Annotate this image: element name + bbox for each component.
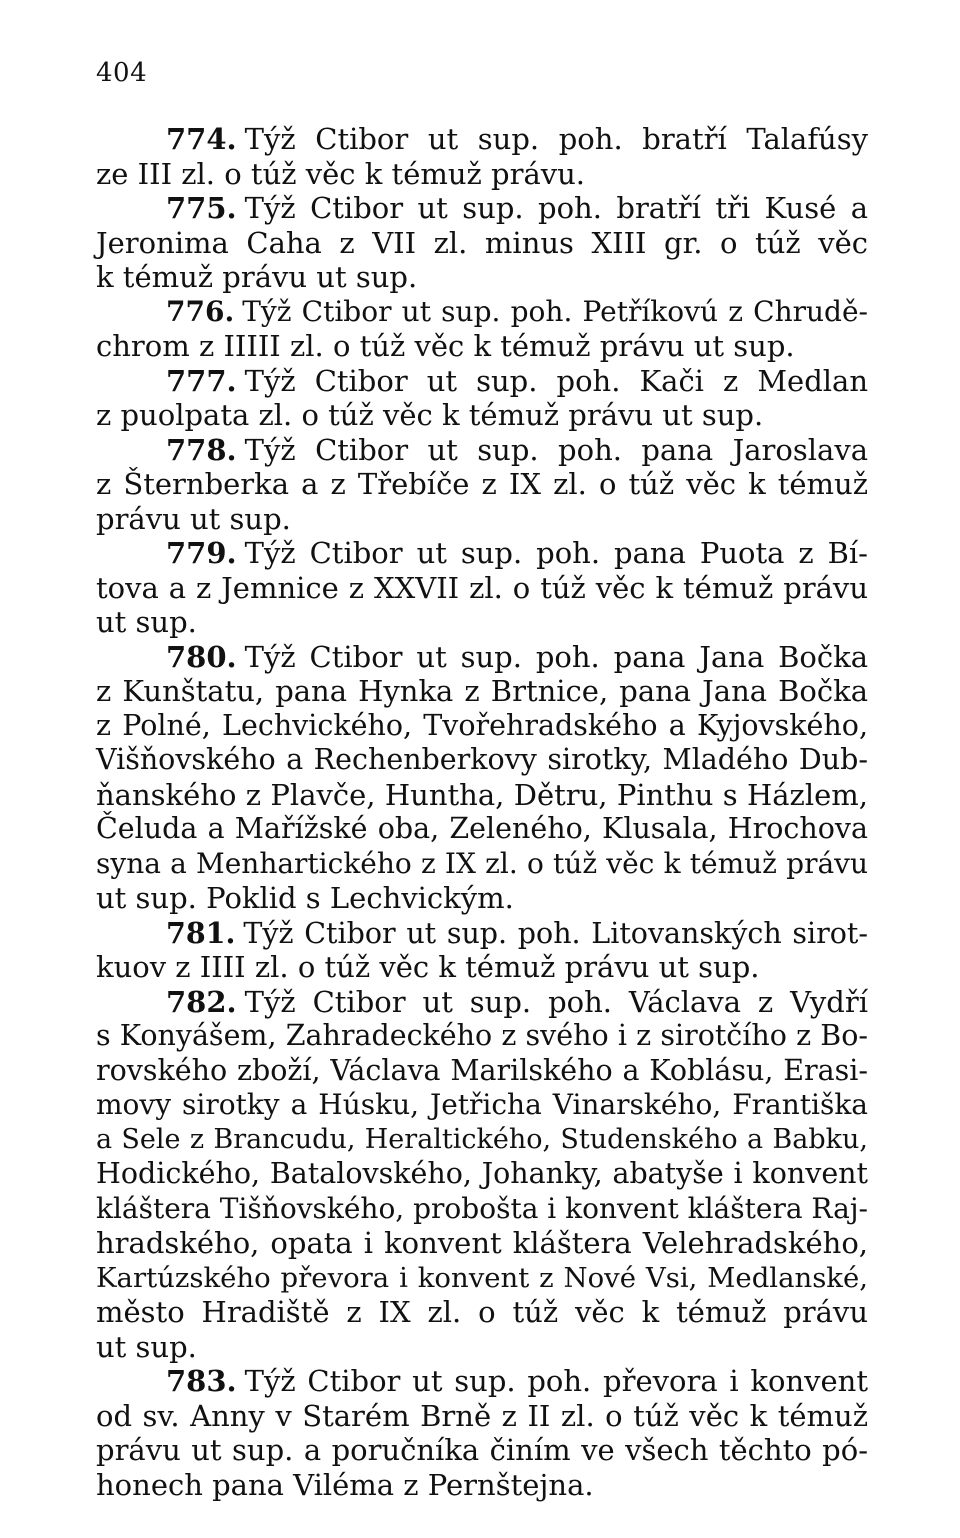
line-text: movy sirotky a Húsku, Jetřicha Vinarského, Františka <box>96 1088 868 1121</box>
line-text: kláštera Tišňovského, probošta i konvent kláštera Raj- <box>96 1191 868 1225</box>
line-text: z Polné, Lechvického, Tvořehradského a Kyjovského, <box>96 708 868 742</box>
text-line <box>96 985 868 1020</box>
text-line <box>96 260 868 295</box>
text-line <box>96 1330 868 1365</box>
line-text: z Šternberka a z Třebíče z IX zl. o túž věc k témuž <box>96 467 868 501</box>
line-text: Jeronima Caha z VII zl. minus XIII gr. o túž věc <box>96 225 868 260</box>
line-text: Týž Ctibor ut sup. poh. Kači z Medlan <box>244 363 868 398</box>
text-body <box>96 122 868 1502</box>
text-line <box>96 881 868 916</box>
text-line <box>96 364 868 399</box>
line-text: právu ut sup. <box>96 501 291 536</box>
text-line <box>96 1433 868 1468</box>
text-line <box>96 157 868 192</box>
line-text: Týž Ctibor ut sup. poh. bratří tři Kusé a <box>244 191 868 225</box>
line-text: ňanského z Plavče, Huntha, Dětru, Pinthu s Házlem, <box>96 777 868 812</box>
entry-number: 775. <box>166 191 237 225</box>
line-text: Týž Ctibor ut sup. poh. bratří Talafúsy <box>244 122 868 156</box>
text-line <box>96 502 868 537</box>
text-line <box>96 1088 868 1123</box>
page-number: 404 <box>96 58 148 88</box>
text-line <box>96 950 868 985</box>
text-line <box>96 1192 868 1227</box>
line-text: Týž Ctibor ut sup. poh. pana Jaroslava <box>244 432 868 467</box>
text-line <box>96 295 868 330</box>
entry-number: 778. <box>166 432 237 467</box>
line-text: ut sup. <box>96 1329 197 1364</box>
text-line <box>96 605 868 640</box>
entry-number: 783. <box>166 1364 237 1398</box>
line-text: Týž Ctibor ut sup. poh. převora i konvent <box>244 1364 868 1398</box>
text-line <box>96 191 868 226</box>
line-text: chrom z IIIII zl. o túž věc k témuž právu ut sup. <box>96 329 795 363</box>
line-text: kuov z IIII zl. o túž věc k témuž právu ut sup. <box>96 950 760 984</box>
text-line <box>96 709 868 744</box>
line-text: Višňovského a Rechenberkovy sirotky, Mladého Dub- <box>96 743 868 776</box>
entry-number: 776. <box>166 294 235 328</box>
text-line <box>96 1364 868 1399</box>
line-text: z puolpata zl. o túž věc k témuž právu ut sup. <box>96 398 764 432</box>
text-line <box>96 640 868 675</box>
line-text: honech pana Viléma z Pernštejna. <box>96 1467 594 1502</box>
line-text: Týž Ctibor ut sup. poh. Litovanských sirot- <box>243 916 868 950</box>
text-line <box>96 847 868 882</box>
line-text: s Konyášem, Zahradeckého z svého i z sirotčího z Bo- <box>96 1019 868 1052</box>
line-text: Týž Ctibor ut sup. poh. pana Jana Bočka <box>244 639 868 674</box>
text-line <box>96 433 868 468</box>
text-line <box>96 329 868 364</box>
text-line <box>96 571 868 606</box>
line-text: hradského, opata i konvent kláštera Velehradského, <box>96 1226 868 1260</box>
text-line <box>96 916 868 951</box>
line-text: ze III zl. o túž věc k témuž právu. <box>96 156 586 191</box>
entry-number: 781. <box>166 915 236 950</box>
text-line <box>96 1399 868 1434</box>
entry-number: 782. <box>166 984 237 1019</box>
line-text: Čeluda a Mařížské oba, Zeleného, Klusala, Hrochova <box>96 812 868 845</box>
text-line <box>96 536 868 571</box>
line-text: Týž Ctibor ut sup. poh. Václava z Vydří <box>244 984 868 1019</box>
text-line <box>96 743 868 778</box>
entry-number: 780. <box>166 639 237 674</box>
line-text: Týž Ctibor ut sup. poh. pana Puota z Bí- <box>244 536 868 570</box>
line-text: k témuž právu ut sup. <box>96 260 418 294</box>
line-text: rovského zboží, Václava Marilského a Koblásu, Erasi- <box>96 1053 868 1087</box>
text-line <box>96 812 868 847</box>
line-text: ut sup. <box>96 605 197 639</box>
text-line <box>96 467 868 502</box>
line-text: a Sele z Brancudu, Heraltického, Studenského a Babku, <box>96 1123 868 1155</box>
entry-number: 777. <box>166 363 237 398</box>
text-line <box>96 398 868 433</box>
text-line <box>96 674 868 709</box>
line-text: Hodického, Batalovského, Johanky, abatyše i konvent <box>96 1157 868 1190</box>
entry-number: 779. <box>166 536 237 570</box>
line-text: město Hradiště z IX zl. o túž věc k témuž právu <box>96 1295 868 1329</box>
line-text: ut sup. Poklid s Lechvickým. <box>96 881 514 915</box>
text-line <box>96 1295 868 1330</box>
text-line <box>96 226 868 261</box>
line-text: syna a Menhartického z IX zl. o túž věc k témuž právu <box>96 846 868 880</box>
text-line <box>96 1054 868 1089</box>
line-text: Kartúzského převora i konvent z Nové Vsi, Medlanské, <box>96 1261 868 1294</box>
line-text: od sv. Anny v Starém Brně z II zl. o túž věc k témuž <box>96 1398 868 1433</box>
line-text: z Kunštatu, pana Hynka z Brtnice, pana Jana Bočka <box>96 674 868 708</box>
text-line <box>96 778 868 813</box>
line-text: tova a z Jemnice z XXVII zl. o túž věc k témuž právu <box>96 570 868 605</box>
text-line <box>96 1226 868 1261</box>
entry-number: 774. <box>166 122 237 156</box>
text-line <box>96 1019 868 1054</box>
line-text: právu ut sup. a poručníka činím ve všech těchto pó- <box>96 1433 868 1467</box>
text-line <box>96 1157 868 1192</box>
text-line <box>96 122 868 157</box>
text-line <box>96 1261 868 1296</box>
text-line <box>96 1468 868 1503</box>
text-line <box>96 1123 868 1158</box>
line-text: Týž Ctibor ut sup. poh. Petříkovú z Chrudě- <box>242 294 868 328</box>
